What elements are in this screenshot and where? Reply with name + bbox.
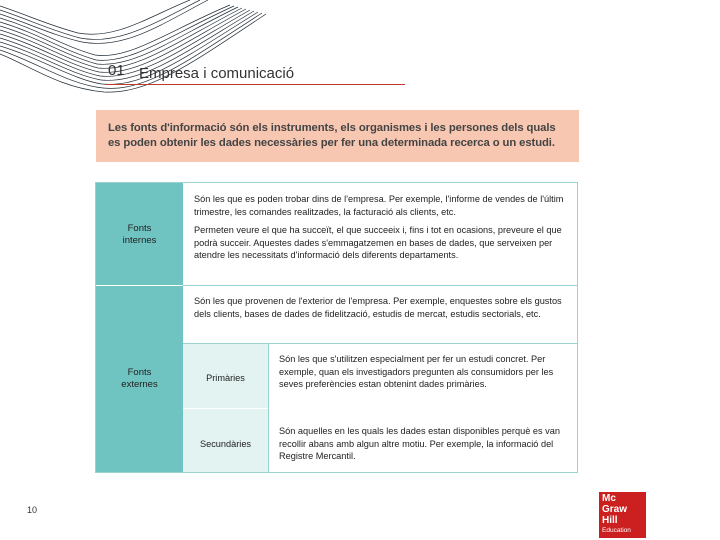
subtype-separator: [268, 343, 269, 472]
logo-line1: Mc: [602, 493, 616, 504]
internal-label-line2: internes: [122, 235, 157, 246]
external-label-line1: Fonts: [127, 367, 152, 378]
primary-description: Són les que s'utilitzen especialment per fer un estudi concret. Per exemple, quan els investigadors pregunten als consumidors per les seves preferències estan obtenint dades primàries.: [279, 354, 554, 390]
logo-line2: Graw: [602, 504, 628, 515]
subrow-divider-mid: [183, 408, 268, 409]
external-description: Són les que provenen de l'exterior de l'empresa. Per exemple, enquestes sobre els gustos dels clients, bases de dades de fidelització, estudis de mercat, estudis sectorials, etc.: [194, 296, 562, 319]
sources-table: [95, 182, 578, 473]
primary-label: Primàries: [206, 373, 245, 383]
row-divider: [183, 285, 577, 286]
internal-description: Són les que es poden trobar dins de l'empresa. Per exemple, l'informe de vendes de l'últim trimestre, les comandes realitzades, la facturació als clients, etc.: [194, 194, 564, 217]
definition-box: Les fonts d'informació són els instruments, els organismes i les persones dels quals es poden obtenir les dades necessàries per fer una determinada recerca o un estudi.: [96, 110, 579, 162]
logo-line3: Hill: [602, 515, 618, 526]
secondary-description: Són aquelles en les quals les dades estan disponibles perquè es van recollir abans amb algun altre motiu. Per exemple, la informació del Registre Mercantil.: [279, 426, 560, 462]
external-sources-label: [96, 367, 183, 391]
internal-sources-label: [96, 223, 183, 247]
internal-label-line1: Fonts: [127, 223, 152, 234]
page-number: 10: [27, 505, 38, 515]
secondary-label: Secundàries: [199, 439, 252, 449]
subrow-divider-top: [183, 343, 577, 344]
section-header: [105, 60, 405, 85]
section-number: 01: [108, 62, 125, 79]
internal-details: Permeten veure el que ha succeït, el que succeeix i, fins i tot en ocasions, preveure el que podrà succeir. Aquestes dades s'emmagatzemen en bases de dades, que serveixen per atendre les necessitats d'informació dels diferents departaments.: [194, 225, 562, 261]
logo-line4: Education: [602, 527, 631, 534]
external-label-line2: externes: [121, 379, 158, 390]
section-title: Empresa i comunicació: [139, 65, 295, 82]
mcgraw-hill-logo: [599, 492, 646, 538]
